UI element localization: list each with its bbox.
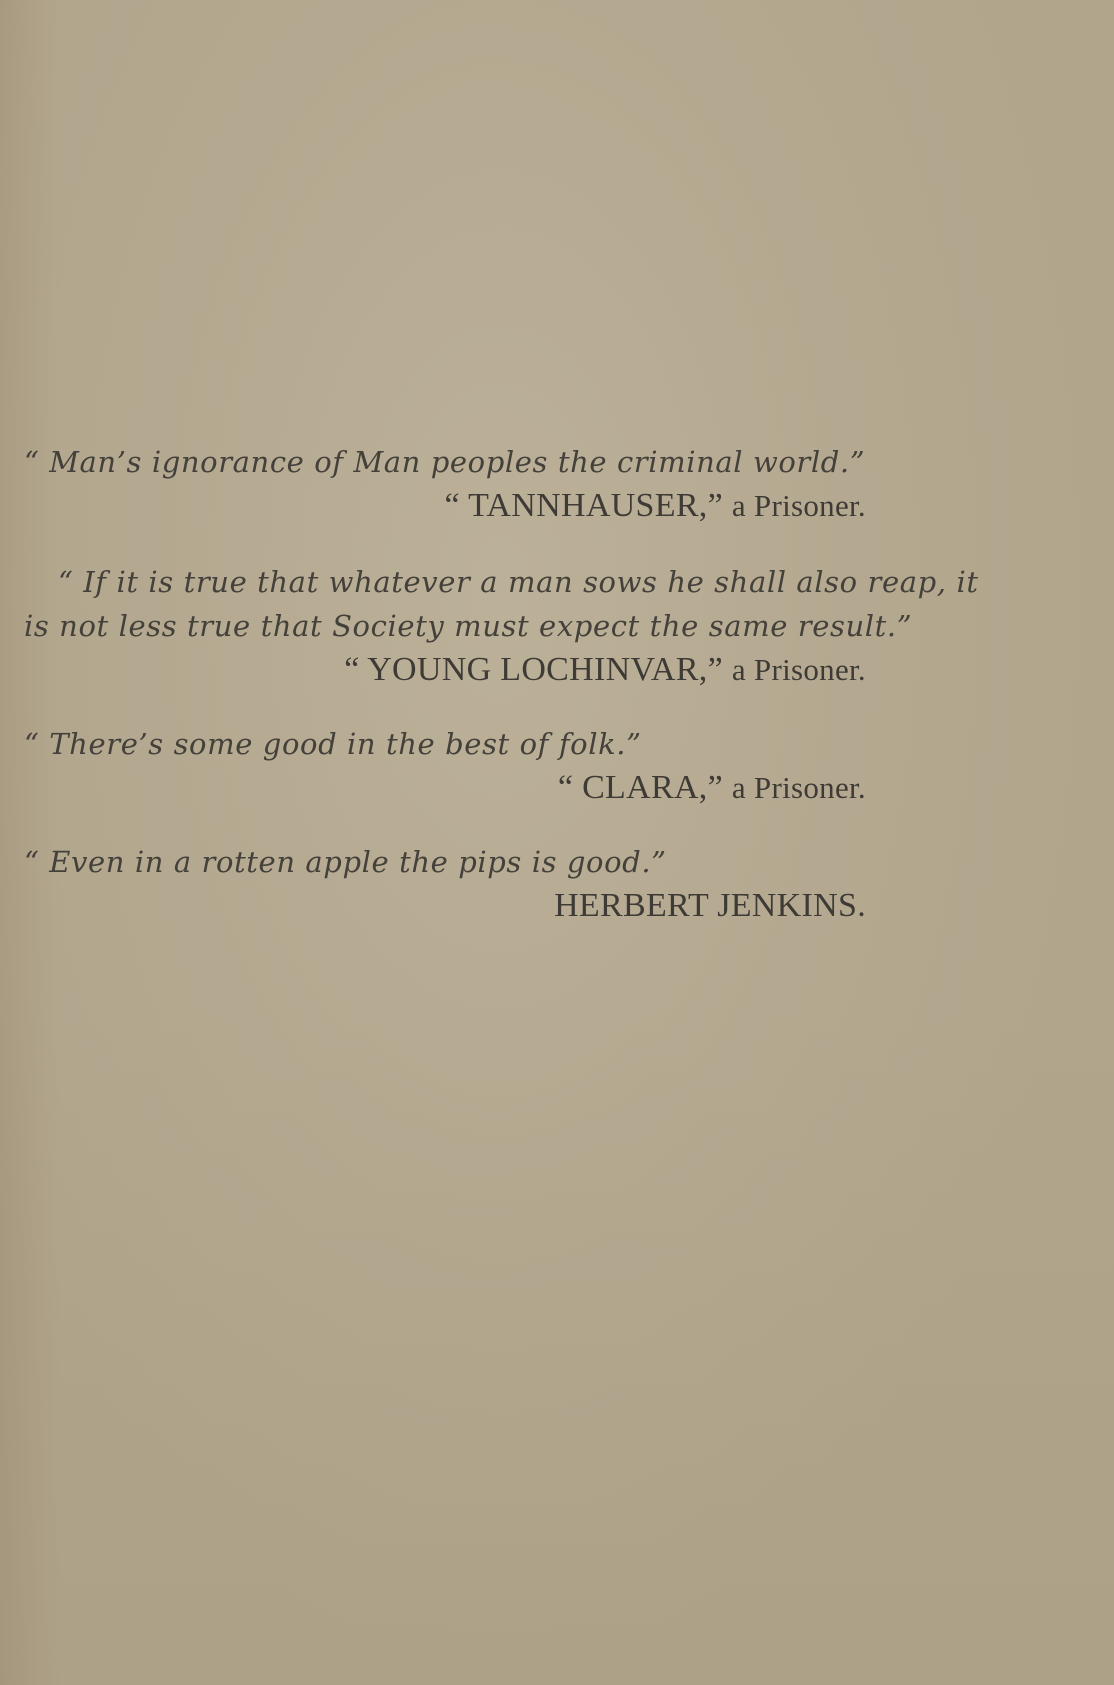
epigraph-quote: “ Even in a rotten apple the pips is good.” (24, 845, 667, 879)
attribution-name: “ YOUNG LOCHINVAR,” (344, 651, 723, 688)
attribution-name: “ TANNHAUSER,” (444, 487, 723, 524)
attribution-name: HERBERT JENKINS. (554, 887, 866, 924)
epigraph-attribution (24, 766, 1004, 810)
epigraph-attribution (24, 884, 1004, 928)
epigraph-4 (24, 840, 1004, 928)
epigraph-1 (24, 440, 1004, 528)
epigraph-quote: “ There’s some good in the best of folk.” (24, 727, 642, 761)
epigraph-attribution (24, 484, 1004, 528)
epigraph-section (24, 440, 1004, 928)
epigraph-quote: “ If it is true that whatever a man sows he shall also reap, it is not less true that Society must expect the same result.” (24, 565, 979, 643)
attribution-role: a Prisoner. (731, 488, 866, 523)
attribution-name: “ CLARA,” (557, 769, 723, 806)
attribution-role: a Prisoner. (731, 652, 866, 687)
epigraph-quote: “ Man’s ignorance of Man peoples the criminal world.” (24, 445, 866, 479)
epigraph-3 (24, 722, 1004, 810)
epigraph-2 (24, 560, 1004, 692)
epigraph-attribution (24, 648, 1004, 692)
attribution-role: a Prisoner. (731, 770, 866, 805)
